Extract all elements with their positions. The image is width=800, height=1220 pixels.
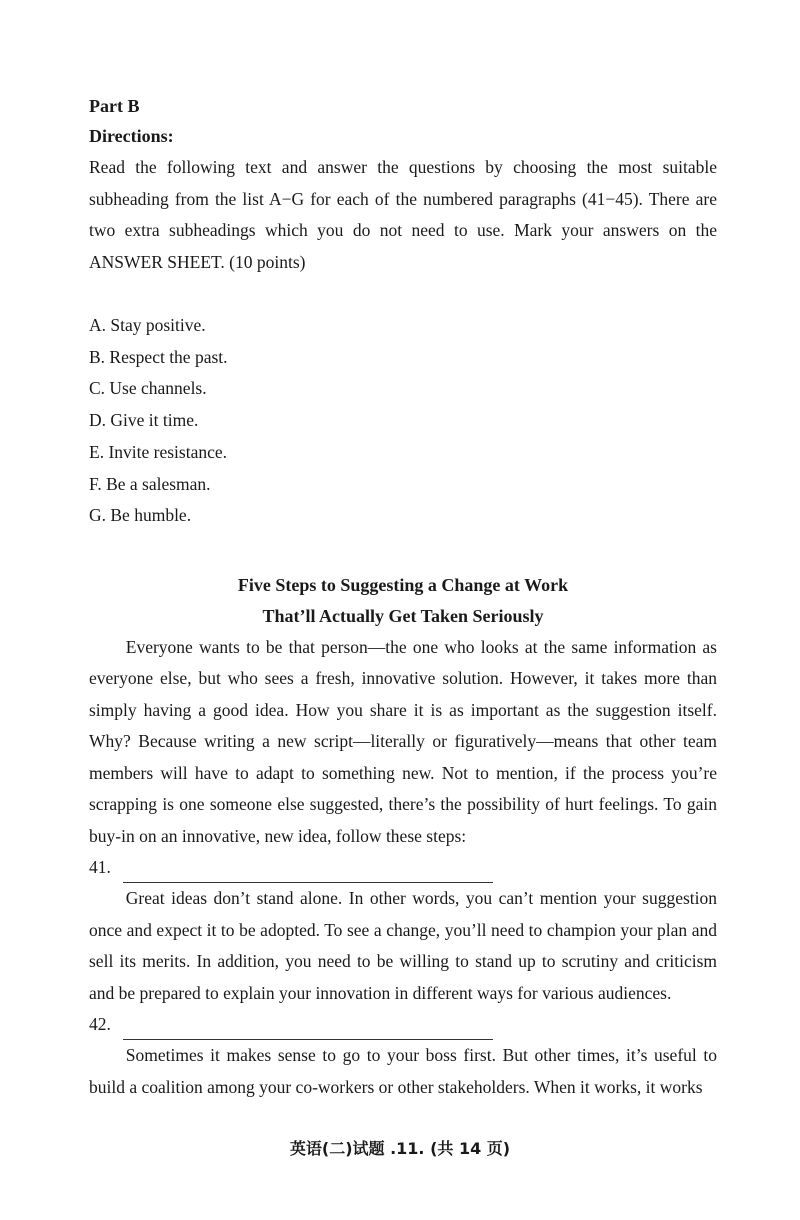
option-e: E. Invite resistance. — [89, 441, 228, 462]
question-41 — [89, 852, 717, 883]
article-title-line1: Five Steps to Suggesting a Change at Work — [237, 574, 569, 595]
question-41-number: 41. — [89, 857, 111, 878]
question-42 — [89, 1009, 717, 1040]
answer-blank-41[interactable] — [123, 860, 493, 883]
option-b: B. Respect the past. — [89, 346, 228, 367]
paragraph-42: Sometimes it makes sense to go to your boss first. But other times, it’s useful to build a coalition among your co-workers or other stakeholders. When it works, it works — [89, 1045, 717, 1097]
option-a: A. Stay positive. — [89, 315, 206, 335]
intro-paragraph: Everyone wants to be that person—the one who looks at the same information as everyone else, but who sees a fresh, innovative solution. However, it takes more than simply having a good idea. How you share it is as important as the suggestion itself. Why? Because writing a new script—literally or figuratively—means that other team members will have to adapt to something new. Not to mention, if the process you’re scrapping is one someone else suggested, there’s the possibility of hurt feelings. To gain buy-in on an innovative, new idea, follow these steps: — [89, 636, 717, 846]
option-f: F. Be a salesman. — [89, 473, 211, 494]
option-c: C. Use channels. — [89, 378, 207, 399]
directions-text: Read the following text and answer the questions by choosing the most suitable subheading from the list A−G for each of the numbered paragraphs (41−45). There are two extra subheadings which you do not need to use. Mark your answers on the ANSWER SHEET. (10 points) — [89, 157, 717, 272]
option-d: D. Give it time. — [89, 410, 199, 431]
paragraph-41: Great ideas don’t stand alone. In other words, you can’t mention your suggestion once and expect it to be adopted. To see a change, you’ll need to champion your plan and sell its merits. In addition, you need to be willing to stand up to scrutiny and criticism and be prepared to explain your innovation in different ways for various audiences. — [89, 888, 717, 1003]
answer-blank-42[interactable] — [123, 1017, 493, 1040]
page-content — [89, 94, 717, 1103]
subheading-options — [89, 310, 717, 532]
article-title-block — [89, 570, 717, 632]
directions-label: Directions: — [89, 126, 174, 146]
option-g: G. Be humble. — [89, 505, 192, 526]
article-title-line2: That’ll Actually Get Taken Seriously — [262, 605, 544, 626]
section-title: Part B — [89, 96, 140, 116]
page-footer: 英语(二)试题 .11. (共 14 页) — [289, 1139, 511, 1158]
question-42-number: 42. — [89, 1014, 111, 1035]
